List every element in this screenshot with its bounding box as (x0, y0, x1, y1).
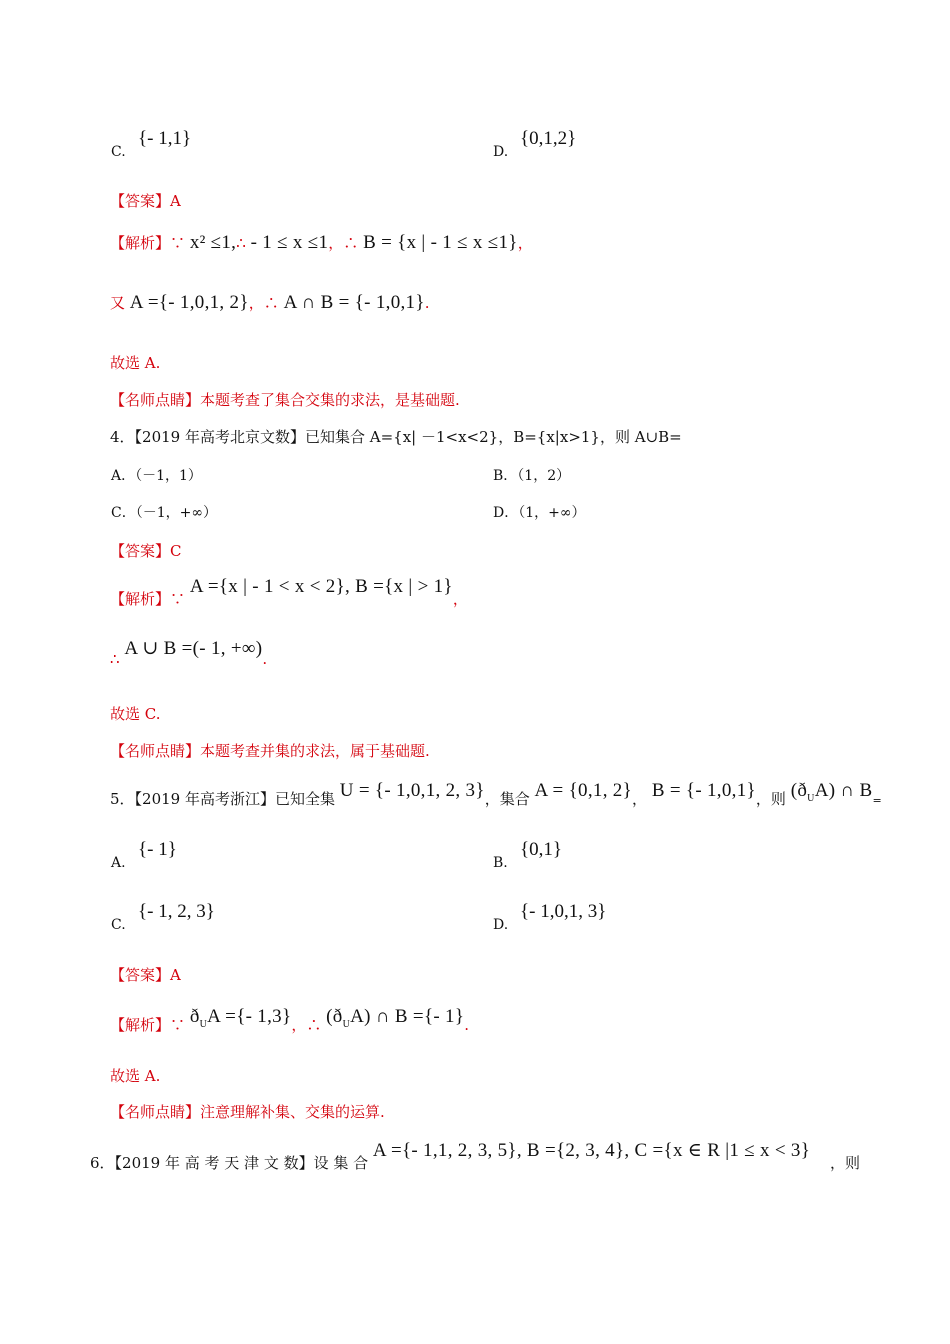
math-expression: B = {x | - 1 ≤ x ≤1} (363, 232, 518, 253)
q5-option-a-label: A. (111, 855, 126, 871)
punctuation: . (464, 1016, 470, 1034)
stem-text: ，则 (755, 790, 786, 808)
subscript: U (807, 792, 815, 804)
punctuation: . (262, 650, 268, 668)
q3-answer (110, 190, 181, 212)
tip-tag: 【名师点睛】 (110, 1103, 201, 1121)
analysis-tag: 【解析】 (110, 1016, 171, 1034)
q6-stem (90, 1140, 860, 1174)
because-symbol: ∵ (170, 234, 186, 252)
q5-tip (110, 1101, 385, 1123)
answer-value: A (170, 192, 181, 210)
q3-analysis-line2 (110, 292, 430, 314)
math-fragment: A) ∩ B ={- 1} (350, 1006, 465, 1027)
therefore-symbol: ∴ (236, 234, 246, 252)
complement-symbol: ð (189, 1006, 200, 1027)
math-expression: - 1 ≤ x ≤1 (250, 232, 329, 253)
q4-option-c: C．（－1，+∞） (111, 505, 218, 521)
q5-option-d-math: {- 1,0,1, 3} (520, 901, 607, 922)
math-expression: A ={x | - 1 < x < 2}, B ={x | > 1} (189, 576, 453, 597)
stem-text: 5．【2019 年高考浙江】已知全集 (110, 790, 335, 808)
answer-value: C (170, 542, 182, 560)
answer-tag: 【答案】 (110, 542, 171, 560)
q4-tip (110, 740, 430, 762)
therefore-symbol: ，∴ (248, 294, 279, 312)
q5-option-c-label: C. (111, 917, 126, 933)
math-fragment: A) ∩ B (814, 780, 873, 801)
tip-text: 本题考查了集合交集的求法，是基础题. (200, 391, 460, 409)
q5-option-b-label: B. (493, 855, 508, 871)
answer-tag: 【答案】 (110, 966, 171, 984)
q5-option-c-math: {- 1, 2, 3} (138, 901, 215, 922)
q4-option-b: B．（1，2） (493, 468, 571, 484)
q5-answer (110, 964, 181, 986)
q4-analysis-line2 (110, 638, 268, 670)
because-symbol: ∵ (170, 590, 186, 608)
stem-text: ，则 (829, 1154, 860, 1172)
math-expression: A ∪ B =(- 1, +∞) (124, 638, 263, 659)
q3-conclusion: 故选 A. (110, 354, 161, 372)
math-expression: x² ≤1, (189, 232, 237, 253)
tip-tag: 【名师点睛】 (110, 391, 201, 409)
math-expression: A ={- 1,1, 2, 3, 5}, B ={2, 3, 4}, C ={x ∈ R |1 ≤ x < 3} (372, 1140, 811, 1161)
math-expression: A ={- 1,0,1, 2} (129, 292, 249, 313)
stem-text: ， (632, 790, 648, 808)
subscript: U (199, 1018, 208, 1030)
q4-analysis-line1 (110, 576, 468, 610)
because-symbol: ∵ (170, 1016, 186, 1034)
answer-tag: 【答案】 (110, 192, 171, 210)
math-expression (790, 780, 873, 804)
q5-option-b-math: {0,1} (520, 839, 562, 860)
q5-analysis (110, 1006, 470, 1044)
punctuation: ， (517, 234, 533, 252)
tip-text: 注意理解补集、交集的运算. (200, 1103, 385, 1121)
analysis-tag: 【解析】 (110, 590, 171, 608)
q3-analysis-line1 (110, 232, 533, 254)
q4-conclusion: 故选 C. (110, 705, 161, 723)
math-expression: A ∩ B = {- 1,0,1} (283, 292, 425, 313)
math-expression: U = {- 1,0,1, 2, 3} (339, 780, 485, 801)
tip-text: 本题考查并集的求法，属于基础题. (200, 742, 430, 760)
therefore-symbol: ∴ (110, 650, 120, 668)
stem-text: = (872, 794, 882, 807)
punctuation: . (424, 294, 430, 312)
q5-conclusion: 故选 A. (110, 1067, 161, 1085)
therefore-symbol: ，∴ (291, 1016, 322, 1034)
therefore-symbol: ，∴ (328, 234, 359, 252)
q4-answer (110, 540, 182, 562)
q4-option-a: A．（－1，1） (111, 468, 202, 484)
q4-option-d: D．（1，+∞） (493, 505, 586, 521)
tip-tag: 【名师点睛】 (110, 742, 201, 760)
q5-stem (110, 780, 882, 818)
q3-option-c-label: C. (111, 144, 126, 160)
q3-option-d-math: {0,1,2} (520, 128, 577, 149)
q5-option-a-math: {- 1} (138, 839, 177, 860)
complement-symbol: (ð (790, 780, 808, 801)
analysis-tag: 【解析】 (110, 234, 171, 252)
subscript: U (342, 1018, 351, 1030)
math-fragment: A ={- 1,3} (207, 1006, 292, 1027)
answer-value: A (170, 966, 181, 984)
q3-option-d-label: D. (493, 144, 509, 160)
math-expression (189, 1006, 292, 1030)
math-expression: A = {0,1, 2} (534, 780, 633, 801)
q4-stem: 4．【2019 年高考北京文数】已知集合 A={x| －1<x<2}，B={x|x>1}，则 A∪B= (110, 428, 682, 446)
stem-text: 6．【2019 年 高 考 天 津 文 数】设 集 合 (90, 1154, 369, 1172)
punctuation: ， (452, 590, 468, 608)
math-expression: B = {- 1,0,1} (651, 780, 756, 801)
stem-text: ，集合 (484, 790, 530, 808)
q5-option-d-label: D. (493, 917, 509, 933)
complement-symbol: (ð (326, 1006, 343, 1027)
also-word: 又 (110, 294, 126, 312)
q3-tip (110, 389, 460, 411)
q3-option-c-math: {- 1,1} (138, 128, 192, 149)
math-expression (326, 1006, 465, 1030)
